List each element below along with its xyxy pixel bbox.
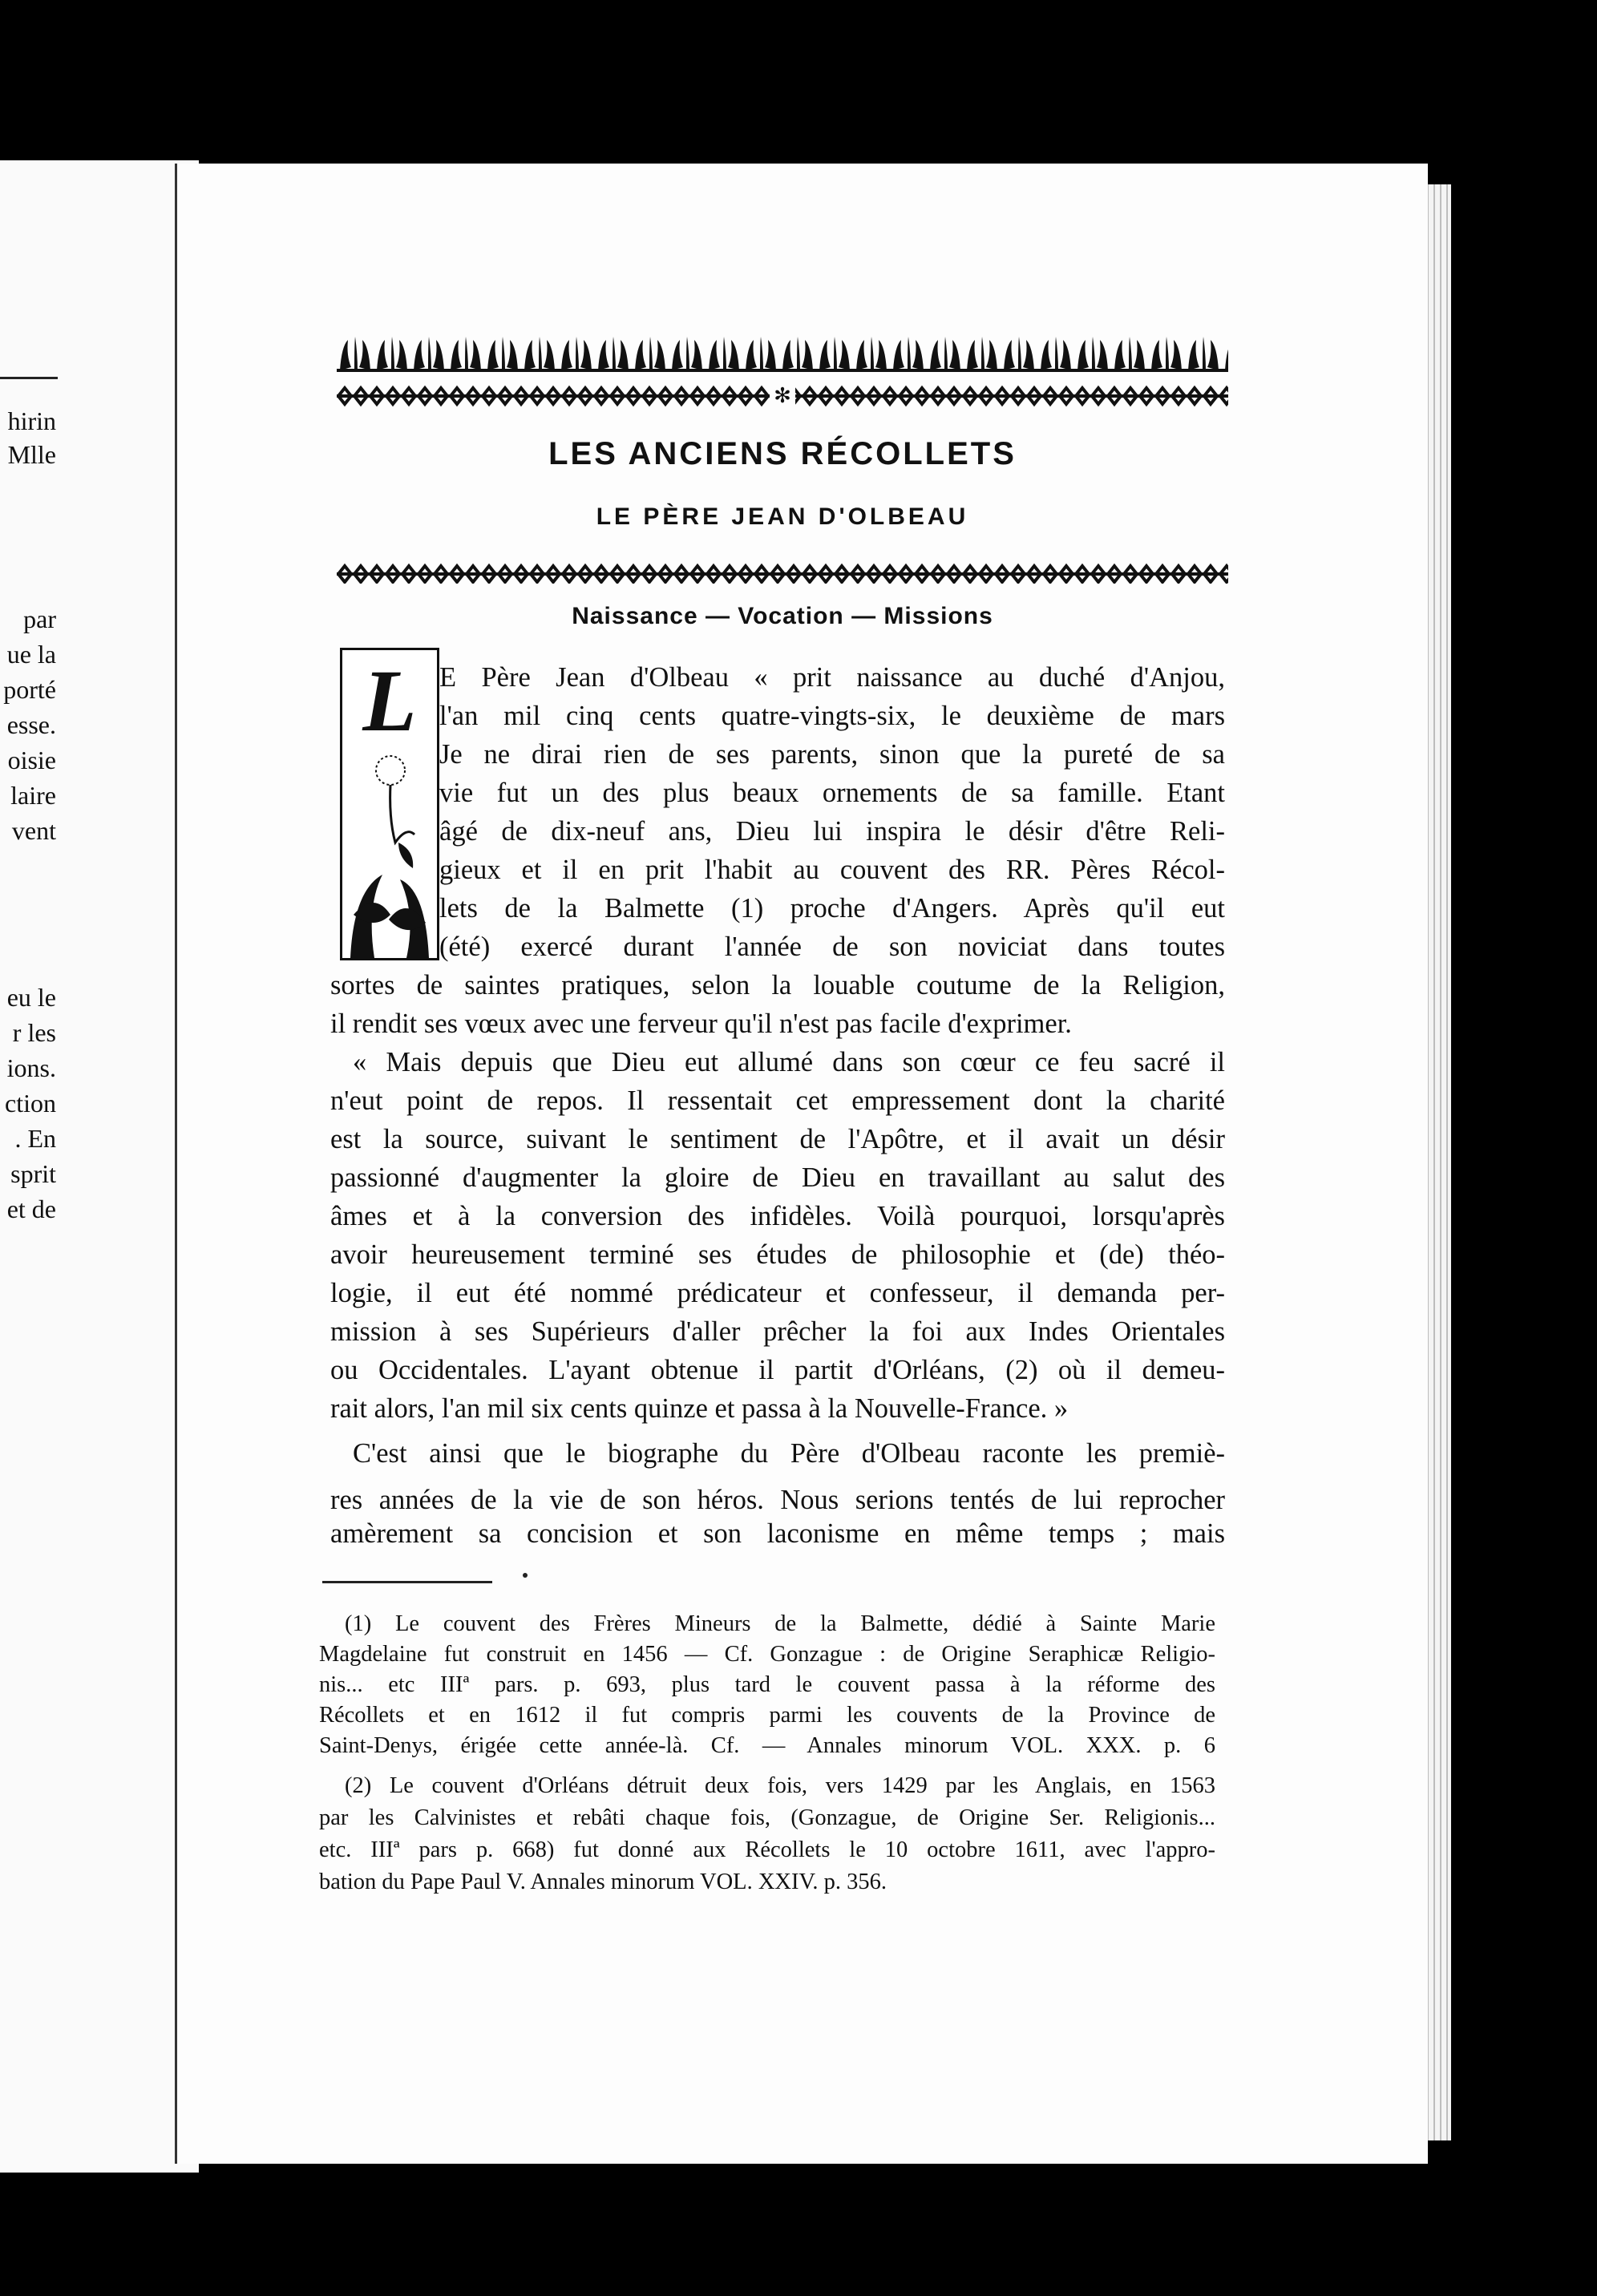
previous-page-text: esse. bbox=[6, 710, 56, 739]
previous-page-text: r les bbox=[12, 1018, 56, 1047]
body-line: vie fut un des plus beaux ornements de sa famille. Etant bbox=[439, 778, 1225, 808]
previous-page-text: porté bbox=[3, 675, 56, 704]
body-line: il rendit ses vœux avec une ferveur qu'il n'est pas facile d'exprimer. bbox=[330, 1009, 1072, 1039]
body-line: passionné d'augmenter la gloire de Dieu en travaillant au salut des bbox=[330, 1162, 1225, 1193]
footnote-line: Récollets et en 1612 il fut compris parmi les couvents de la Province de bbox=[319, 1703, 1215, 1728]
drop-cap-illustration bbox=[340, 648, 439, 960]
section-heading: Naissance — Vocation — Missions bbox=[572, 603, 993, 629]
previous-page-text: ions. bbox=[6, 1053, 56, 1082]
previous-page-text: par bbox=[23, 604, 56, 633]
previous-page-text: eu le bbox=[6, 983, 56, 1012]
body-line: avoir heureusement terminé ses études de philosophie et (de) théo- bbox=[330, 1239, 1225, 1270]
previous-page-rule bbox=[0, 377, 58, 379]
footnote-line: nis... etc IIIª pars. p. 693, plus tard le couvent passa à la réforme des bbox=[319, 1672, 1215, 1697]
footnote-line: (1) Le couvent des Frères Mineurs de la Balmette, dédié à Sainte Marie bbox=[345, 1611, 1215, 1636]
article-title: LES ANCIENS RÉCOLLETS bbox=[548, 436, 1017, 471]
previous-page bbox=[0, 160, 199, 2173]
article-subtitle: LE PÈRE JEAN D'OLBEAU bbox=[596, 503, 969, 530]
body-line: âgé de dix-neuf ans, Dieu lui inspira le désir d'être Reli- bbox=[439, 816, 1225, 847]
body-line: lets de la Balmette (1) proche d'Angers. Après qu'il eut bbox=[439, 893, 1225, 924]
footnote-line: bation du Pape Paul V. Annales minorum VOL. XXIV. p. 356. bbox=[319, 1870, 887, 1894]
body-line: n'eut point de repos. Il ressentait cet empressement dont la charité bbox=[330, 1085, 1225, 1116]
svg-text:✻: ✻ bbox=[774, 385, 791, 407]
chain-ornament-band bbox=[337, 385, 1228, 407]
footnote-separator bbox=[322, 1581, 492, 1583]
body-line: l'an mil cinq cents quatre-vingts-six, le deuxième de mars bbox=[439, 701, 1225, 731]
footnote-line: Magdelaine fut construit en 1456 — Cf. Gonzague : de Origine Seraphicæ Religio- bbox=[319, 1642, 1215, 1667]
body-line: rait alors, l'an mil six cents quinze et passa à la Nouvelle-France. » bbox=[330, 1393, 1069, 1424]
previous-page-text: laire bbox=[10, 781, 56, 810]
footnote-dot bbox=[523, 1573, 528, 1578]
body-line: E Père Jean d'Olbeau « prit naissance au duché d'Anjou, bbox=[439, 662, 1225, 693]
footnote-line: Saint-Denys, érigée cette année-là. Cf. — Annales minorum VOL. XXX. p. 6 bbox=[319, 1733, 1215, 1758]
body-line: logie, il eut été nommé prédicateur et confesseur, il demanda per- bbox=[330, 1278, 1225, 1308]
drop-cap-letter: L bbox=[362, 652, 417, 750]
body-line: gieux et il en prit l'habit au couvent des RR. Pères Récol- bbox=[439, 855, 1225, 885]
body-line: Je ne dirai rien de ses parents, sinon que la pureté de sa bbox=[439, 739, 1225, 770]
previous-page-text: ue la bbox=[6, 640, 56, 669]
body-line: mission à ses Supérieurs d'aller prêcher la foi aux Indes Orientales bbox=[330, 1316, 1225, 1347]
footnote-line: par les Calvinistes et rebâti chaque fois, (Gonzague, de Origine Ser. Religionis... bbox=[319, 1805, 1215, 1830]
previous-page-text: Mlle bbox=[7, 440, 56, 469]
previous-page-text: ction bbox=[5, 1089, 56, 1118]
previous-page-text: et de bbox=[6, 1194, 56, 1223]
chain-ornament-band bbox=[337, 563, 1228, 584]
footnote-line: (2) Le couvent d'Orléans détruit deux fois, vers 1429 par les Anglais, en 1563 bbox=[345, 1773, 1215, 1798]
body-line: (été) exercé durant l'année de son noviciat dans toutes bbox=[439, 932, 1225, 962]
body-line: amèrement sa concision et son laconisme en même temps ; mais bbox=[330, 1518, 1225, 1549]
previous-page-text: oisie bbox=[7, 746, 56, 774]
body-line: « Mais depuis que Dieu eut allumé dans son cœur ce feu sacré il bbox=[353, 1047, 1225, 1077]
previous-page-text: vent bbox=[11, 816, 56, 845]
previous-page-text: . En bbox=[14, 1124, 56, 1153]
previous-page-text: hirin bbox=[7, 406, 56, 435]
body-line: âmes et à la conversion des infidèles. Voilà pourquoi, lorsqu'après bbox=[330, 1201, 1225, 1231]
body-line: sortes de saintes pratiques, selon la louable coutume de la Religion, bbox=[330, 970, 1225, 1000]
body-line: res années de la vie de son héros. Nous serions tentés de lui reprocher bbox=[330, 1485, 1225, 1515]
previous-page-text: sprit bbox=[10, 1159, 56, 1188]
body-line: est la source, suivant le sentiment de l'Apôtre, et il avait un désir bbox=[330, 1124, 1225, 1154]
body-line: C'est ainsi que le biographe du Père d'Olbeau raconte les premiè- bbox=[353, 1438, 1225, 1469]
footnote-line: etc. IIIª pars p. 668) fut donné aux Récollets le 10 octobre 1611, avec l'appro- bbox=[319, 1837, 1215, 1862]
leaf-ornament-band bbox=[337, 335, 1228, 372]
body-line: ou Occidentales. L'ayant obtenue il partit d'Orléans, (2) où il demeu- bbox=[330, 1355, 1225, 1385]
